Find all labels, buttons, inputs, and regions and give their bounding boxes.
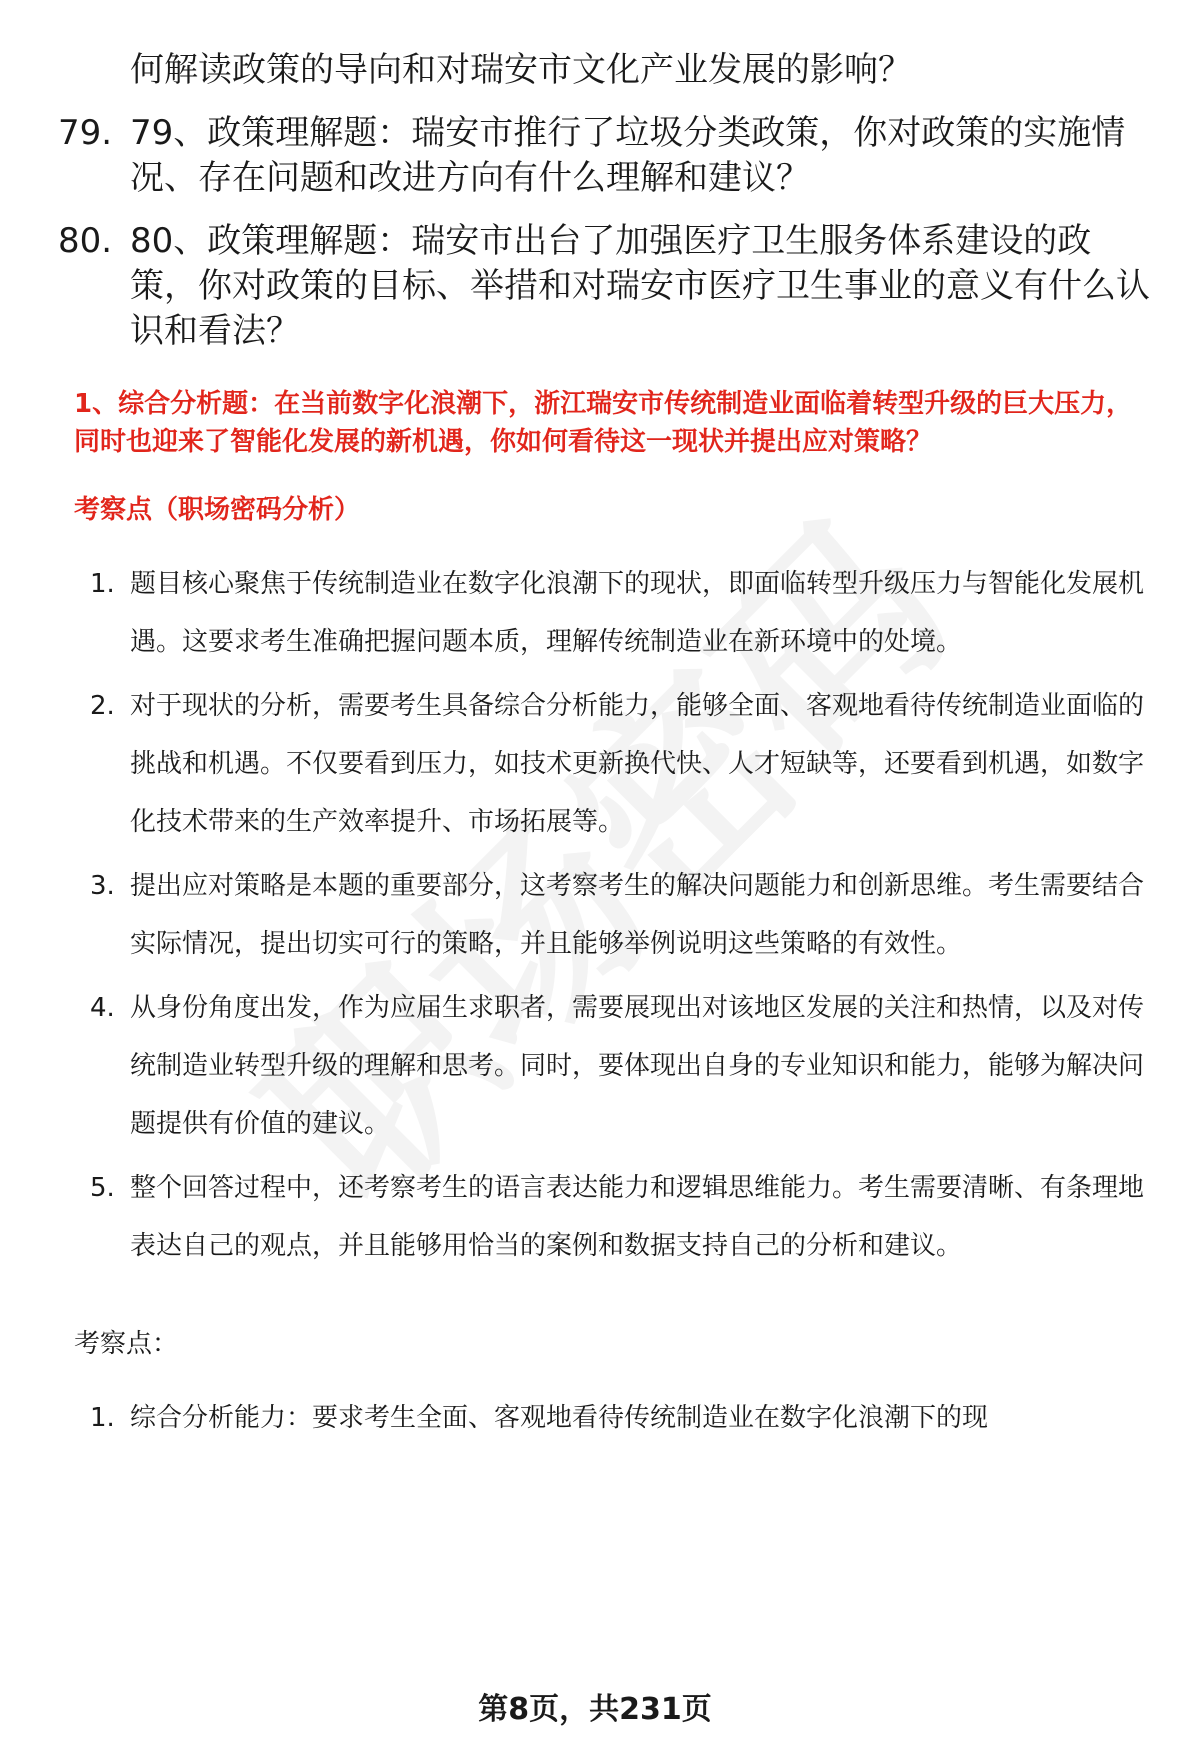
list-item: [0, 111, 1190, 201]
item-text: 题目核心聚焦于传统制造业在数字化浪潮下的现状，即面临转型升级压力与智能化发展机遇。这要求考生准确把握问题本质，理解传统制造业在新环境中的处境。: [130, 569, 1145, 657]
list-item: [74, 979, 1154, 1153]
item-text: 综合分析能力：要求考生全面、客观地看待传统制造业在数字化浪潮下的现: [130, 1403, 989, 1433]
list-item: [0, 219, 1190, 354]
item-number: 1.: [90, 1403, 115, 1433]
analysis-points: [74, 555, 1154, 1275]
page-footer: 第8页，共231页: [478, 1692, 712, 1727]
list-item: [74, 677, 1154, 851]
list-item: [74, 1389, 1154, 1447]
item-text: 对于现状的分析，需要考生具备综合分析能力，能够全面、客观地看待传统制造业面临的挑战和机遇。不仅要看到压力，如技术更新换代快、人才短缺等，还要看到机遇，如数字化技术带来的生产效率提升、市场拓展等。: [130, 691, 1145, 837]
item-text: 整个回答过程中，还考察考生的语言表达能力和逻辑思维能力。考生需要清晰、有条理地表达自己的观点，并且能够用恰当的案例和数据支持自己的分析和建议。: [130, 1173, 1145, 1261]
item-text: 79、政策理解题：瑞安市推行了垃圾分类政策，你对政策的实施情况、存在问题和改进方向有什么理解和建议？: [130, 113, 1126, 198]
list-item: [0, 48, 1190, 93]
item-number: 80.: [58, 221, 113, 261]
list-item: [74, 1159, 1154, 1275]
item-text: 何解读政策的导向和对瑞安市文化产业发展的影响？: [130, 50, 912, 90]
key-points-list: [74, 1389, 1154, 1447]
item-text: 提出应对策略是本题的重要部分，这考察考生的解决问题能力和创新思维。考生需要结合实际情况，提出切实可行的策略，并且能够举例说明这些策略的有效性。: [130, 871, 1145, 959]
item-text: 从身份角度出发，作为应届生求职者，需要展现出对该地区发展的关注和热情，以及对传统制造业转型升级的理解和思考。同时，要体现出自身的专业知识和能力，能够为解决问题提供有价值的建议。: [130, 993, 1145, 1139]
item-text: 80、政策理解题：瑞安市出台了加强医疗卫生服务体系建设的政策，你对政策的目标、举措和对瑞安市医疗卫生事业的意义有什么认识和看法？: [130, 221, 1150, 351]
list-item: [74, 555, 1154, 671]
analysis-heading: 考察点（职场密码分析）: [74, 495, 361, 525]
item-number: 2.: [90, 691, 115, 721]
list-item: [74, 857, 1154, 973]
question-section: [74, 385, 1154, 1453]
item-number: 5.: [90, 1173, 115, 1203]
previous-questions-list: [0, 48, 1190, 372]
question-title: 1、综合分析题：在当前数字化浪潮下，浙江瑞安市传统制造业面临着转型升级的巨大压力，同时也迎来了智能化发展的新机遇，你如何看待这一现状并提出应对策略？: [74, 389, 1133, 457]
item-number: 4.: [90, 993, 115, 1023]
item-number: 3.: [90, 871, 115, 901]
item-number: 1.: [90, 569, 115, 599]
item-number: 79.: [58, 113, 113, 153]
key-points-heading: 考察点：: [74, 1329, 179, 1359]
